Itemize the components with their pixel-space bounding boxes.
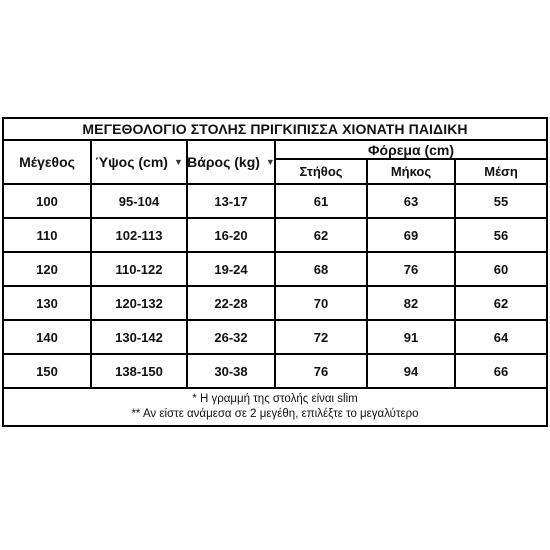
length-cell: 69 (367, 218, 455, 252)
height-cell: 138-150 (91, 354, 187, 388)
note-choose-larger: ** Αν είστε ανάμεσα σε 2 μεγέθη, επιλέξτε το μεγαλύτερο (131, 408, 419, 420)
size-chart-table (2, 117, 548, 427)
header-size-label: Μέγεθος (19, 154, 75, 170)
waist-cell: 56 (455, 218, 547, 252)
size-cell: 110 (3, 218, 91, 252)
waist-cell: 66 (455, 354, 547, 388)
header-weight-label: Βάρος (kg) (187, 154, 260, 170)
height-cell: 95-104 (91, 184, 187, 218)
chest-cell: 62 (275, 218, 367, 252)
header-size (3, 140, 91, 184)
weight-cell: 26-32 (187, 320, 275, 354)
table-row (3, 354, 547, 388)
header-weight[interactable] (187, 140, 275, 184)
weight-cell: 22-28 (187, 286, 275, 320)
chest-cell: 72 (275, 320, 367, 354)
size-cell: 140 (3, 320, 91, 354)
height-cell: 130-142 (91, 320, 187, 354)
length-cell: 82 (367, 286, 455, 320)
header-height[interactable] (91, 140, 187, 184)
header-length: Μήκος (367, 159, 455, 184)
waist-cell: 55 (455, 184, 547, 218)
size-cell: 120 (3, 252, 91, 286)
note-slim-fit: * Η γραμμή της στολής είναι slim (192, 393, 358, 405)
weight-cell: 16-20 (187, 218, 275, 252)
notes-cell (3, 388, 547, 426)
chest-cell: 61 (275, 184, 367, 218)
table-row (3, 320, 547, 354)
weight-cell: 13-17 (187, 184, 275, 218)
height-cell: 102-113 (91, 218, 187, 252)
weight-cell: 30-38 (187, 354, 275, 388)
length-cell: 91 (367, 320, 455, 354)
table-row (3, 286, 547, 320)
title-row (3, 118, 547, 140)
header-height-label: Ύψος (cm) (95, 154, 168, 170)
height-cell: 120-132 (91, 286, 187, 320)
table-row (3, 218, 547, 252)
chevron-down-icon[interactable]: ▼ (173, 156, 183, 167)
chevron-down-icon[interactable]: ▼ (265, 156, 275, 167)
height-cell: 110-122 (91, 252, 187, 286)
size-cell: 100 (3, 184, 91, 218)
table-row (3, 184, 547, 218)
size-cell: 150 (3, 354, 91, 388)
length-cell: 76 (367, 252, 455, 286)
length-cell: 94 (367, 354, 455, 388)
weight-cell: 19-24 (187, 252, 275, 286)
waist-cell: 60 (455, 252, 547, 286)
header-waist: Μέση (455, 159, 547, 184)
length-cell: 63 (367, 184, 455, 218)
waist-cell: 62 (455, 286, 547, 320)
chart-title: ΜΕΓΕΘΟΛΟΓΙΟ ΣΤΟΛΗΣ ΠΡΙΓΚΙΠΙΣΣΑ ΧΙΟΝΑΤΗ ΠΑΙΔΙΚΗ (3, 118, 547, 140)
notes-row (3, 388, 547, 426)
chest-cell: 70 (275, 286, 367, 320)
header-row (3, 140, 547, 159)
size-cell: 130 (3, 286, 91, 320)
header-garment-group: Φόρεμα (cm) (275, 140, 547, 159)
chest-cell: 76 (275, 354, 367, 388)
waist-cell: 64 (455, 320, 547, 354)
chest-cell: 68 (275, 252, 367, 286)
header-chest: Στήθος (275, 159, 367, 184)
table-row (3, 252, 547, 286)
